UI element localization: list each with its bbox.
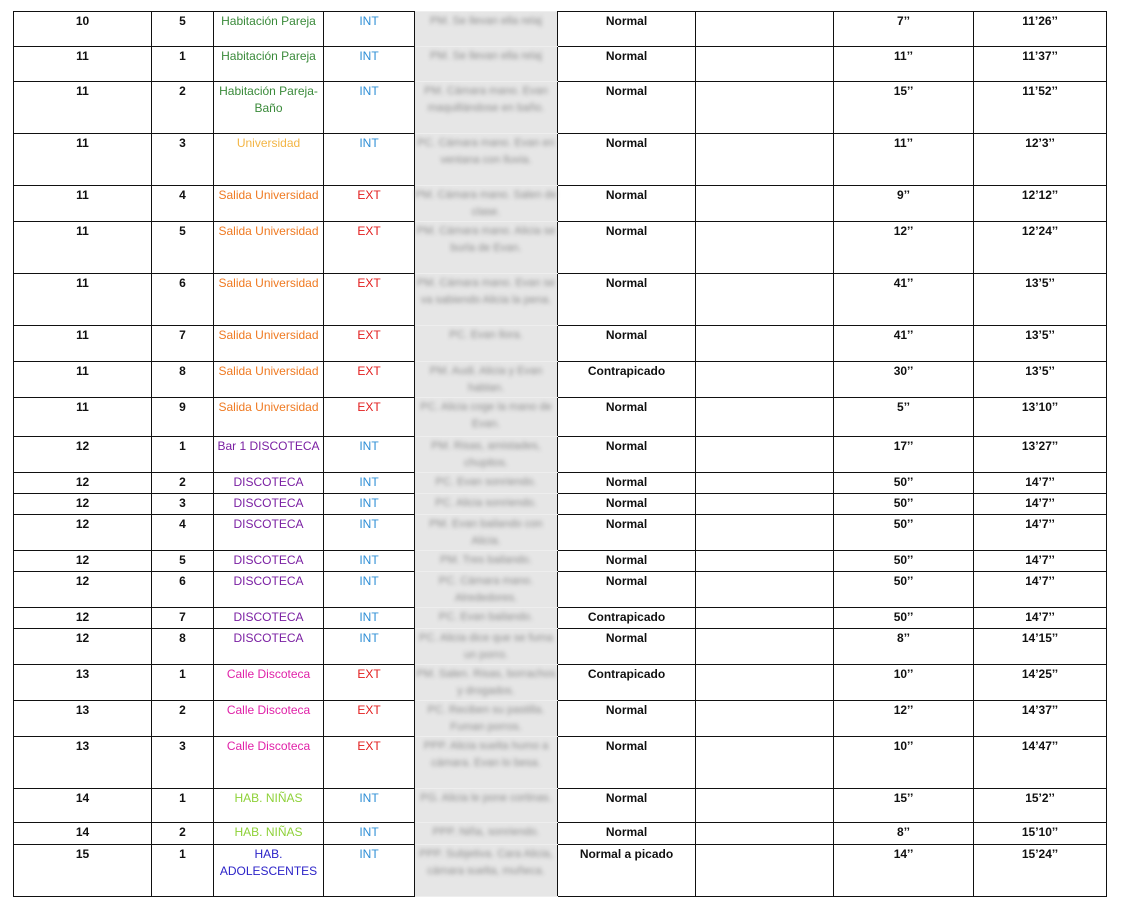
- notes-cell: [696, 437, 834, 473]
- angle-cell: Contrapicado: [558, 362, 696, 398]
- blurred-description-text: PM. Evan bailando con Alicia.: [429, 518, 543, 547]
- int-ext-cell: INT: [324, 494, 415, 515]
- angle-cell: Normal: [558, 12, 696, 47]
- description-cell: [415, 515, 558, 551]
- timecode-cell: 11’26’’: [974, 12, 1107, 47]
- table-row: [14, 737, 1107, 789]
- description-cell: [415, 326, 558, 362]
- scene-number-cell: 14: [14, 789, 152, 823]
- scene-number-cell: 10: [14, 12, 152, 47]
- duration-cell: 14’’: [834, 845, 974, 897]
- timecode-cell: 15’2’’: [974, 789, 1107, 823]
- timecode-cell: 14’25’’: [974, 665, 1107, 701]
- shot-number-cell: 2: [152, 823, 214, 845]
- notes-cell: [696, 629, 834, 665]
- shot-number-cell: 4: [152, 186, 214, 222]
- angle-cell: Normal: [558, 494, 696, 515]
- shot-number-cell: 2: [152, 701, 214, 737]
- shot-number-cell: 6: [152, 572, 214, 608]
- blurred-description-text: PM. Audi. Alicia y Evan hablan.: [429, 365, 543, 394]
- int-ext-cell: INT: [324, 47, 415, 82]
- timecode-cell: 13’5’’: [974, 326, 1107, 362]
- blurred-description-text: PC. Cámara mano. Evan en ventana con lluvia.: [417, 137, 555, 166]
- shot-number-cell: 8: [152, 362, 214, 398]
- shot-number-cell: 1: [152, 47, 214, 82]
- angle-cell: Normal: [558, 186, 696, 222]
- int-ext-cell: EXT: [324, 737, 415, 789]
- shot-number-cell: 5: [152, 551, 214, 572]
- timecode-cell: 14’7’’: [974, 473, 1107, 494]
- location-cell: Calle Discoteca: [214, 665, 324, 701]
- location-cell: Calle Discoteca: [214, 701, 324, 737]
- duration-cell: 5’’: [834, 398, 974, 437]
- int-ext-cell: INT: [324, 551, 415, 572]
- angle-cell: Normal: [558, 572, 696, 608]
- description-cell: [415, 845, 558, 897]
- blurred-description-text: PM. Cámara mano. Evan se va sabiendo Alicia la pena.: [416, 277, 556, 306]
- notes-cell: [696, 845, 834, 897]
- timecode-cell: 13’10’’: [974, 398, 1107, 437]
- notes-cell: [696, 186, 834, 222]
- timecode-cell: 11’52’’: [974, 82, 1107, 134]
- location-cell: HAB. NIÑAS: [214, 823, 324, 845]
- scene-number-cell: 12: [14, 551, 152, 572]
- notes-cell: [696, 823, 834, 845]
- location-cell: DISCOTECA: [214, 473, 324, 494]
- location-cell: DISCOTECA: [214, 608, 324, 629]
- location-cell: DISCOTECA: [214, 551, 324, 572]
- angle-cell: Normal: [558, 274, 696, 326]
- scene-number-cell: 12: [14, 494, 152, 515]
- timecode-cell: 14’7’’: [974, 494, 1107, 515]
- table-row: [14, 437, 1107, 473]
- timecode-cell: 12’3’’: [974, 134, 1107, 186]
- shot-number-cell: 7: [152, 608, 214, 629]
- table-row: [14, 326, 1107, 362]
- location-cell: HAB. ADOLESCENTES: [214, 845, 324, 897]
- notes-cell: [696, 515, 834, 551]
- table-row: [14, 134, 1107, 186]
- description-cell: [415, 701, 558, 737]
- location-cell: Salida Universidad: [214, 326, 324, 362]
- scene-number-cell: 13: [14, 665, 152, 701]
- int-ext-cell: EXT: [324, 665, 415, 701]
- scene-number-cell: 12: [14, 608, 152, 629]
- table-row: [14, 823, 1107, 845]
- int-ext-cell: EXT: [324, 274, 415, 326]
- scene-number-cell: 11: [14, 134, 152, 186]
- table-row: [14, 12, 1107, 47]
- notes-cell: [696, 494, 834, 515]
- timecode-cell: 13’27’’: [974, 437, 1107, 473]
- angle-cell: Normal: [558, 437, 696, 473]
- duration-cell: 15’’: [834, 82, 974, 134]
- location-cell: Calle Discoteca: [214, 737, 324, 789]
- timecode-cell: 12’24’’: [974, 222, 1107, 274]
- description-cell: [415, 47, 558, 82]
- scene-number-cell: 12: [14, 473, 152, 494]
- description-cell: [415, 823, 558, 845]
- angle-cell: Normal: [558, 222, 696, 274]
- blurred-description-text: PG. Alicia le pone cortinas.: [420, 792, 552, 804]
- int-ext-cell: INT: [324, 789, 415, 823]
- blurred-description-text: PPP. Alicia suelta humo a cámara. Evan lo besa.: [423, 740, 549, 769]
- timecode-cell: 14’7’’: [974, 515, 1107, 551]
- notes-cell: [696, 665, 834, 701]
- int-ext-cell: EXT: [324, 222, 415, 274]
- table-row: [14, 701, 1107, 737]
- blurred-description-text: PPP. Subjetiva. Cara Alicia, cámara suelta, muñeca.: [419, 848, 553, 877]
- scene-number-cell: 11: [14, 47, 152, 82]
- description-cell: [415, 551, 558, 572]
- location-cell: DISCOTECA: [214, 515, 324, 551]
- timecode-cell: 14’7’’: [974, 551, 1107, 572]
- location-cell: Salida Universidad: [214, 362, 324, 398]
- shot-number-cell: 5: [152, 12, 214, 47]
- scene-number-cell: 11: [14, 274, 152, 326]
- notes-cell: [696, 789, 834, 823]
- duration-cell: 50’’: [834, 494, 974, 515]
- table-row: [14, 515, 1107, 551]
- angle-cell: Normal: [558, 629, 696, 665]
- int-ext-cell: INT: [324, 572, 415, 608]
- table-row: [14, 47, 1107, 82]
- angle-cell: Normal: [558, 551, 696, 572]
- notes-cell: [696, 222, 834, 274]
- shot-number-cell: 4: [152, 515, 214, 551]
- description-cell: [415, 398, 558, 437]
- shot-list-table: [13, 11, 1107, 897]
- shot-number-cell: 6: [152, 274, 214, 326]
- duration-cell: 10’’: [834, 665, 974, 701]
- notes-cell: [696, 737, 834, 789]
- blurred-description-text: PPP. Niña, sonriendo.: [432, 826, 540, 838]
- shot-number-cell: 1: [152, 665, 214, 701]
- notes-cell: [696, 701, 834, 737]
- description-cell: [415, 362, 558, 398]
- notes-cell: [696, 551, 834, 572]
- notes-cell: [696, 134, 834, 186]
- notes-cell: [696, 326, 834, 362]
- location-cell: Salida Universidad: [214, 222, 324, 274]
- duration-cell: 8’’: [834, 823, 974, 845]
- table-row: [14, 629, 1107, 665]
- duration-cell: 15’’: [834, 789, 974, 823]
- table-row: [14, 494, 1107, 515]
- blurred-description-text: PM. Salen. Risas, borrachos y drogados.: [416, 668, 556, 697]
- scene-number-cell: 12: [14, 572, 152, 608]
- int-ext-cell: INT: [324, 515, 415, 551]
- blurred-description-text: PC. Alicia coge la mano de Evan.: [420, 401, 552, 430]
- timecode-cell: 14’15’’: [974, 629, 1107, 665]
- duration-cell: 50’’: [834, 608, 974, 629]
- angle-cell: Normal: [558, 701, 696, 737]
- location-cell: Habitación Pareja-Baño: [214, 82, 324, 134]
- blurred-description-text: PC. Reciben su pastilla. Fuman porros.: [427, 704, 545, 733]
- duration-cell: 50’’: [834, 551, 974, 572]
- int-ext-cell: INT: [324, 629, 415, 665]
- table-row: [14, 186, 1107, 222]
- blurred-description-text: PC. Evan llora.: [449, 329, 523, 341]
- table-row: [14, 608, 1107, 629]
- duration-cell: 50’’: [834, 473, 974, 494]
- scene-number-cell: 11: [14, 326, 152, 362]
- location-cell: HAB. NIÑAS: [214, 789, 324, 823]
- scene-number-cell: 13: [14, 701, 152, 737]
- angle-cell: Normal: [558, 473, 696, 494]
- shot-number-cell: 2: [152, 82, 214, 134]
- shot-number-cell: 3: [152, 494, 214, 515]
- location-cell: Salida Universidad: [214, 398, 324, 437]
- angle-cell: Contrapicado: [558, 608, 696, 629]
- description-cell: [415, 665, 558, 701]
- int-ext-cell: INT: [324, 437, 415, 473]
- location-cell: Salida Universidad: [214, 274, 324, 326]
- shot-number-cell: 1: [152, 789, 214, 823]
- table-row: [14, 572, 1107, 608]
- table-row: [14, 789, 1107, 823]
- duration-cell: 30’’: [834, 362, 974, 398]
- shot-number-cell: 3: [152, 737, 214, 789]
- shot-number-cell: 1: [152, 845, 214, 897]
- angle-cell: Normal: [558, 789, 696, 823]
- int-ext-cell: INT: [324, 134, 415, 186]
- notes-cell: [696, 398, 834, 437]
- shot-number-cell: 7: [152, 326, 214, 362]
- scene-number-cell: 15: [14, 845, 152, 897]
- notes-cell: [696, 608, 834, 629]
- timecode-cell: 14’37’’: [974, 701, 1107, 737]
- description-cell: [415, 222, 558, 274]
- table-row: [14, 473, 1107, 494]
- blurred-description-text: PM. Cámara mano. Alicia se burla de Evan.: [416, 225, 556, 254]
- timecode-cell: 14’7’’: [974, 572, 1107, 608]
- duration-cell: 41’’: [834, 274, 974, 326]
- location-cell: Habitación Pareja: [214, 47, 324, 82]
- angle-cell: Normal: [558, 737, 696, 789]
- table-row: [14, 398, 1107, 437]
- description-cell: [415, 608, 558, 629]
- int-ext-cell: EXT: [324, 186, 415, 222]
- duration-cell: 50’’: [834, 572, 974, 608]
- duration-cell: 9’’: [834, 186, 974, 222]
- location-cell: DISCOTECA: [214, 629, 324, 665]
- scene-number-cell: 11: [14, 362, 152, 398]
- shot-number-cell: 3: [152, 134, 214, 186]
- blurred-description-text: PM. Se llevan ella relaj: [430, 15, 542, 27]
- int-ext-cell: EXT: [324, 398, 415, 437]
- angle-cell: Normal: [558, 326, 696, 362]
- shot-number-cell: 5: [152, 222, 214, 274]
- description-cell: [415, 82, 558, 134]
- description-cell: [415, 186, 558, 222]
- timecode-cell: 15’24’’: [974, 845, 1107, 897]
- scene-number-cell: 12: [14, 515, 152, 551]
- int-ext-cell: INT: [324, 82, 415, 134]
- table-row: [14, 362, 1107, 398]
- timecode-cell: 11’37’’: [974, 47, 1107, 82]
- location-cell: Salida Universidad: [214, 186, 324, 222]
- shot-number-cell: 2: [152, 473, 214, 494]
- shot-number-cell: 1: [152, 437, 214, 473]
- description-cell: [415, 473, 558, 494]
- scene-number-cell: 14: [14, 823, 152, 845]
- int-ext-cell: EXT: [324, 362, 415, 398]
- blurred-description-text: PM. Tres bailando.: [440, 554, 532, 566]
- scene-number-cell: 11: [14, 186, 152, 222]
- timecode-cell: 12’12’’: [974, 186, 1107, 222]
- angle-cell: Normal: [558, 134, 696, 186]
- timecode-cell: 15’10’’: [974, 823, 1107, 845]
- description-cell: [415, 437, 558, 473]
- duration-cell: 12’’: [834, 701, 974, 737]
- blurred-description-text: PC. Cámara mano. Alrededores.: [438, 575, 534, 604]
- scene-number-cell: 12: [14, 629, 152, 665]
- description-cell: [415, 274, 558, 326]
- int-ext-cell: INT: [324, 473, 415, 494]
- blurred-description-text: PC. Alicia sonriendo.: [435, 497, 537, 509]
- int-ext-cell: INT: [324, 845, 415, 897]
- angle-cell: Normal: [558, 515, 696, 551]
- notes-cell: [696, 47, 834, 82]
- description-cell: [415, 629, 558, 665]
- scene-number-cell: 11: [14, 222, 152, 274]
- angle-cell: Normal: [558, 47, 696, 82]
- table-row: [14, 274, 1107, 326]
- description-cell: [415, 134, 558, 186]
- location-cell: DISCOTECA: [214, 494, 324, 515]
- duration-cell: 50’’: [834, 515, 974, 551]
- int-ext-cell: EXT: [324, 326, 415, 362]
- angle-cell: Normal a picado: [558, 845, 696, 897]
- table-row: [14, 82, 1107, 134]
- duration-cell: 17’’: [834, 437, 974, 473]
- duration-cell: 10’’: [834, 737, 974, 789]
- timecode-cell: 13’5’’: [974, 274, 1107, 326]
- shot-list-body: [14, 12, 1107, 897]
- blurred-description-text: PM. Cámara mano. Salen de clase.: [415, 189, 557, 218]
- angle-cell: Normal: [558, 823, 696, 845]
- description-cell: [415, 12, 558, 47]
- blurred-description-text: PM. Se llevan ella relaj: [430, 50, 542, 62]
- scene-number-cell: 13: [14, 737, 152, 789]
- blurred-description-text: PC. Alicia dice que se fuma un porro.: [419, 632, 553, 661]
- scene-number-cell: 12: [14, 437, 152, 473]
- description-cell: [415, 572, 558, 608]
- notes-cell: [696, 82, 834, 134]
- notes-cell: [696, 362, 834, 398]
- duration-cell: 12’’: [834, 222, 974, 274]
- table-row: [14, 665, 1107, 701]
- description-cell: [415, 789, 558, 823]
- table-row: [14, 551, 1107, 572]
- angle-cell: Contrapicado: [558, 665, 696, 701]
- duration-cell: 11’’: [834, 134, 974, 186]
- location-cell: Universidad: [214, 134, 324, 186]
- notes-cell: [696, 572, 834, 608]
- angle-cell: Normal: [558, 82, 696, 134]
- scene-number-cell: 11: [14, 398, 152, 437]
- int-ext-cell: INT: [324, 12, 415, 47]
- blurred-description-text: PC. Evan bailando.: [438, 611, 534, 623]
- notes-cell: [696, 473, 834, 494]
- blurred-description-text: PM. Cámara mano. Evan maquillándose en baño.: [424, 85, 548, 114]
- description-cell: [415, 737, 558, 789]
- blurred-description-text: PM. Risas, amistades, chupitos.: [431, 440, 541, 469]
- location-cell: DISCOTECA: [214, 572, 324, 608]
- timecode-cell: 13’5’’: [974, 362, 1107, 398]
- blurred-description-text: PC. Evan sonriendo.: [435, 476, 537, 488]
- duration-cell: 8’’: [834, 629, 974, 665]
- table-row: [14, 222, 1107, 274]
- angle-cell: Normal: [558, 398, 696, 437]
- scene-number-cell: 11: [14, 82, 152, 134]
- location-cell: Habitación Pareja: [214, 12, 324, 47]
- table-row: [14, 845, 1107, 897]
- location-cell: Bar 1 DISCOTECA: [214, 437, 324, 473]
- timecode-cell: 14’47’’: [974, 737, 1107, 789]
- shot-number-cell: 8: [152, 629, 214, 665]
- description-cell: [415, 494, 558, 515]
- notes-cell: [696, 12, 834, 47]
- duration-cell: 7’’: [834, 12, 974, 47]
- duration-cell: 11’’: [834, 47, 974, 82]
- notes-cell: [696, 274, 834, 326]
- int-ext-cell: EXT: [324, 701, 415, 737]
- int-ext-cell: INT: [324, 608, 415, 629]
- int-ext-cell: INT: [324, 823, 415, 845]
- timecode-cell: 14’7’’: [974, 608, 1107, 629]
- shot-number-cell: 9: [152, 398, 214, 437]
- duration-cell: 41’’: [834, 326, 974, 362]
